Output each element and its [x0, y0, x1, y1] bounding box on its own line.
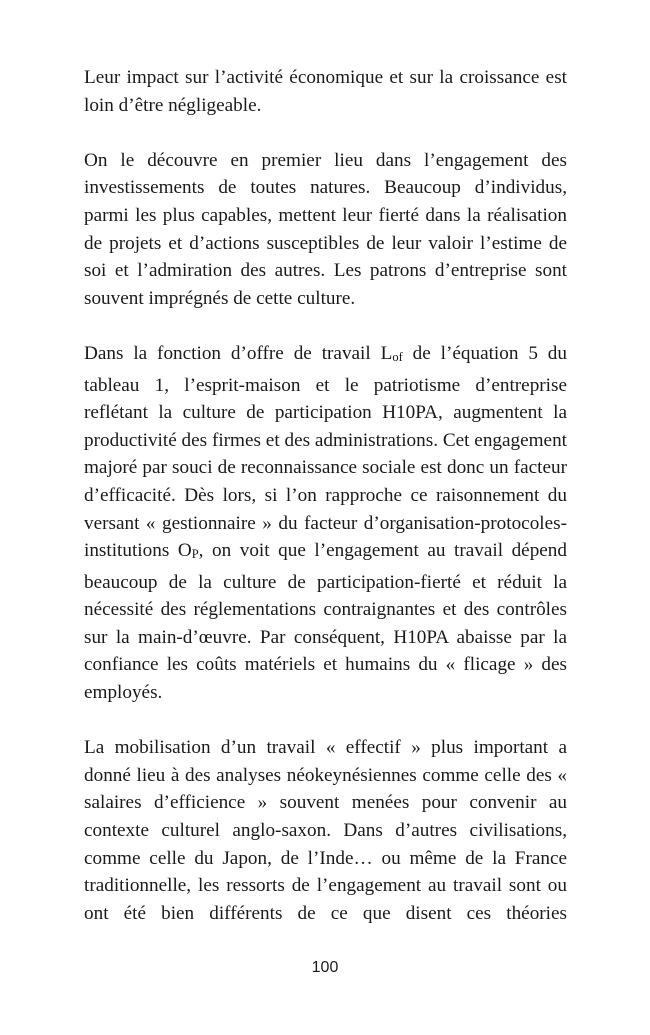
body-text [84, 64, 567, 927]
paragraph-3-part-c: , on voit que l’engagement au travail dépend beaucoup de la culture de participation-fierté et réduit la nécessité des réglementations contraignantes et des contrôles sur la main-d’œuvre. Par conséquent, H10PA abaisse par la confiance les coûts matériels et humains du « flicage » des employés. [84, 540, 567, 704]
paragraph-3 [84, 340, 567, 707]
paragraph-gap [84, 312, 567, 340]
paragraph-1: Leur impact sur l’activité économique et sur la croissance est loin d’être négligeable. [84, 67, 567, 116]
subscript-p: P [191, 547, 199, 562]
subscript-of: of [392, 349, 403, 364]
paragraph-4: La mobilisation d’un travail « effectif » plus important a donné lieu à des analyses néokeynésiennes comme celle des « salaires d’efficience » souvent menées pour convenir au contexte culturel anglo-saxon. Dans d’autres civilisations, comme celle du Japon, de l’Inde… ou même de la France traditionnelle, les ressorts de l’engagement au travail sont ou ont été bien différents de ce que disent ces théories [84, 737, 567, 924]
paragraph-gap [84, 707, 567, 735]
page-number: 100 [311, 959, 339, 976]
paragraph-3-part-a: Dans la fonction d’offre de travail L [84, 342, 393, 364]
paragraph-gap [84, 119, 567, 147]
paragraph-3-part-b: de l’équation 5 du tableau 1, l’esprit-maison et le patriotisme d’entreprise reflétant la culture de participation H10PA, augmentent la productivité des firmes et des administrations. Cet engagement majoré par souci de reconnaissance sociale est donc un facteur d’efficacité. Dès lors, si l’on rapproche ce raisonnement du versant « gestionnaire » du facteur d’organisation-protocoles-institutions O [84, 342, 567, 562]
paragraph-2: On le découvre en premier lieu dans l’engagement des investissements de toutes natures. Beaucoup d’individus, parmi les plus capables, mettent leur fierté dans la réalisation de projets et d’actions susceptibles de leur valoir l’estime de soi et l’admiration des autres. Les patrons d’entreprise sont souvent imprégnés de cette culture. [84, 149, 567, 309]
